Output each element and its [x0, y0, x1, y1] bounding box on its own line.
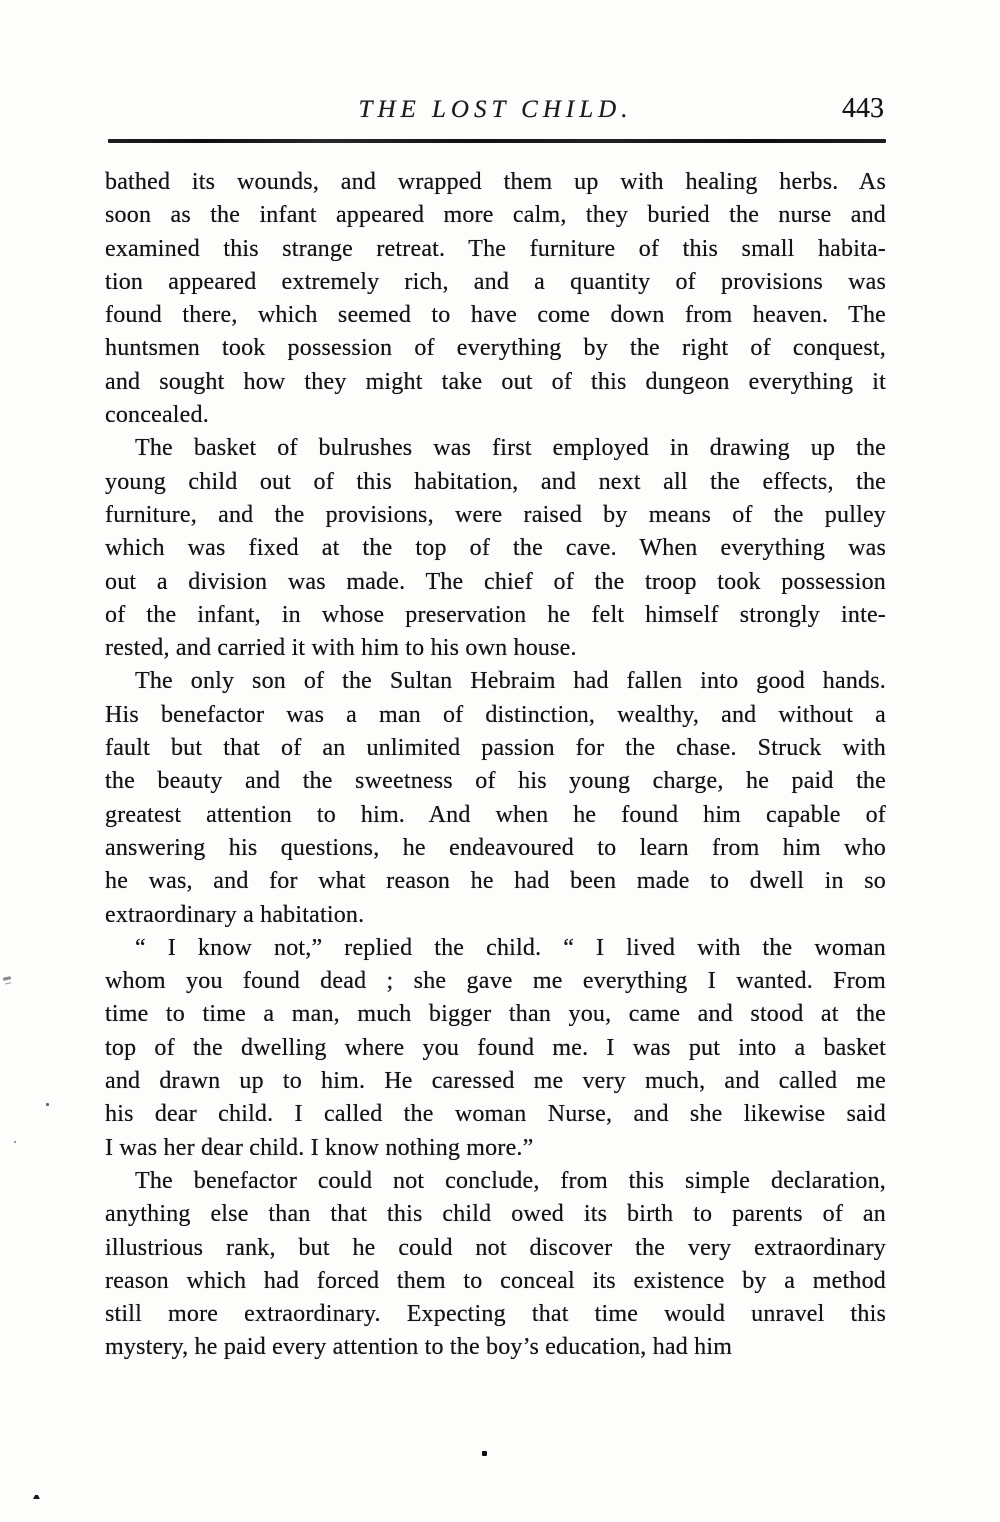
text-line: I was her dear child. I know nothing more.” — [105, 1134, 534, 1161]
paragraph — [105, 432, 886, 665]
scan-speck — [14, 1141, 16, 1143]
text-line: illustrious rank, but he could not discover the very extraordinary — [105, 1234, 886, 1261]
text-line: young child out of this habitation, and next all the effects, the — [105, 468, 886, 495]
text-line: fault but that of an unlimited passion for the chase. Struck with — [105, 735, 886, 762]
text-line: The benefactor could not conclude, from this simple declaration, — [135, 1167, 886, 1194]
text-line: whom you found dead ; she gave me everything I wanted. From — [105, 968, 886, 995]
text-line: bathed its wounds, and wrapped them up with healing herbs. As — [105, 169, 886, 195]
text-line: which was fixed at the top of the cave. When everything was — [105, 535, 886, 562]
scan-speck — [46, 1103, 49, 1106]
text-line: His benefactor was a man of distinction, wealthy, and without a — [105, 701, 886, 728]
running-head — [105, 93, 886, 130]
text-line: the beauty and the sweetness of his young charge, he paid the — [105, 768, 886, 795]
page-title: THE LOST CHILD. — [358, 96, 633, 123]
scan-speck — [482, 1451, 487, 1456]
text-line: of the infant, in whose preservation he felt himself strongly inte- — [105, 601, 886, 628]
text-line: “ I know not,” replied the child. “ I lived with the woman — [135, 934, 886, 961]
text-line: greatest attention to him. And when he found him capable of — [105, 801, 886, 828]
text-line: top of the dwelling where you found me. I was put into a basket — [105, 1034, 886, 1061]
text-line: anything else than that this child owed its birth to parents of an — [105, 1201, 886, 1228]
text-line: The only son of the Sultan Hebraim had fallen into good hands. — [135, 668, 886, 695]
text-line: rested, and carried it with him to his own house. — [105, 635, 577, 662]
text-line: furniture, and the provisions, were raised by means of the pulley — [105, 501, 886, 528]
text-body — [105, 166, 886, 1365]
text-line: mystery, he paid every attention to the boy’s education, had him — [105, 1334, 733, 1361]
page-number: 443 — [842, 93, 884, 124]
scan-speck — [3, 976, 11, 981]
text-line: time to time a man, much bigger than you, came and stood at the — [105, 1001, 886, 1028]
text-line: The basket of bulrushes was first employed in drawing up the — [135, 435, 886, 462]
text-line: reason which had forced them to conceal its existence by a method — [105, 1267, 886, 1294]
text-line: soon as the infant appeared more calm, they buried the nurse and — [105, 202, 886, 229]
paragraph — [105, 1165, 886, 1365]
text-line: he was, and for what reason he had been made to dwell in so — [105, 868, 886, 895]
scan-speck — [33, 1495, 40, 1499]
text-line: concealed. — [105, 402, 209, 429]
text-line: his dear child. I called the woman Nurse, and she likewise said — [105, 1101, 886, 1128]
header-rule — [108, 139, 886, 143]
text-line: huntsmen took possession of everything by the right of conquest, — [105, 335, 886, 362]
text-line: examined this strange retreat. The furniture of this small habita- — [105, 235, 886, 262]
text-line: and sought how they might take out of this dungeon everything it — [105, 368, 886, 395]
text-line: extraordinary a habitation. — [105, 901, 365, 928]
paragraph — [105, 932, 886, 1165]
paragraph — [105, 166, 886, 432]
text-line: out a division was made. The chief of the troop took possession — [105, 568, 886, 595]
text-line: answering his questions, he endeavoured to learn from him who — [105, 834, 886, 861]
text-line: and drawn up to him. He caressed me very much, and called me — [105, 1068, 886, 1095]
text-line: found there, which seemed to have come down from heaven. The — [105, 302, 886, 329]
paragraph — [105, 665, 886, 931]
text-line: tion appeared extremely rich, and a quantity of provisions was — [105, 268, 886, 295]
text-line: still more extraordinary. Expecting that time would unravel this — [105, 1301, 886, 1328]
